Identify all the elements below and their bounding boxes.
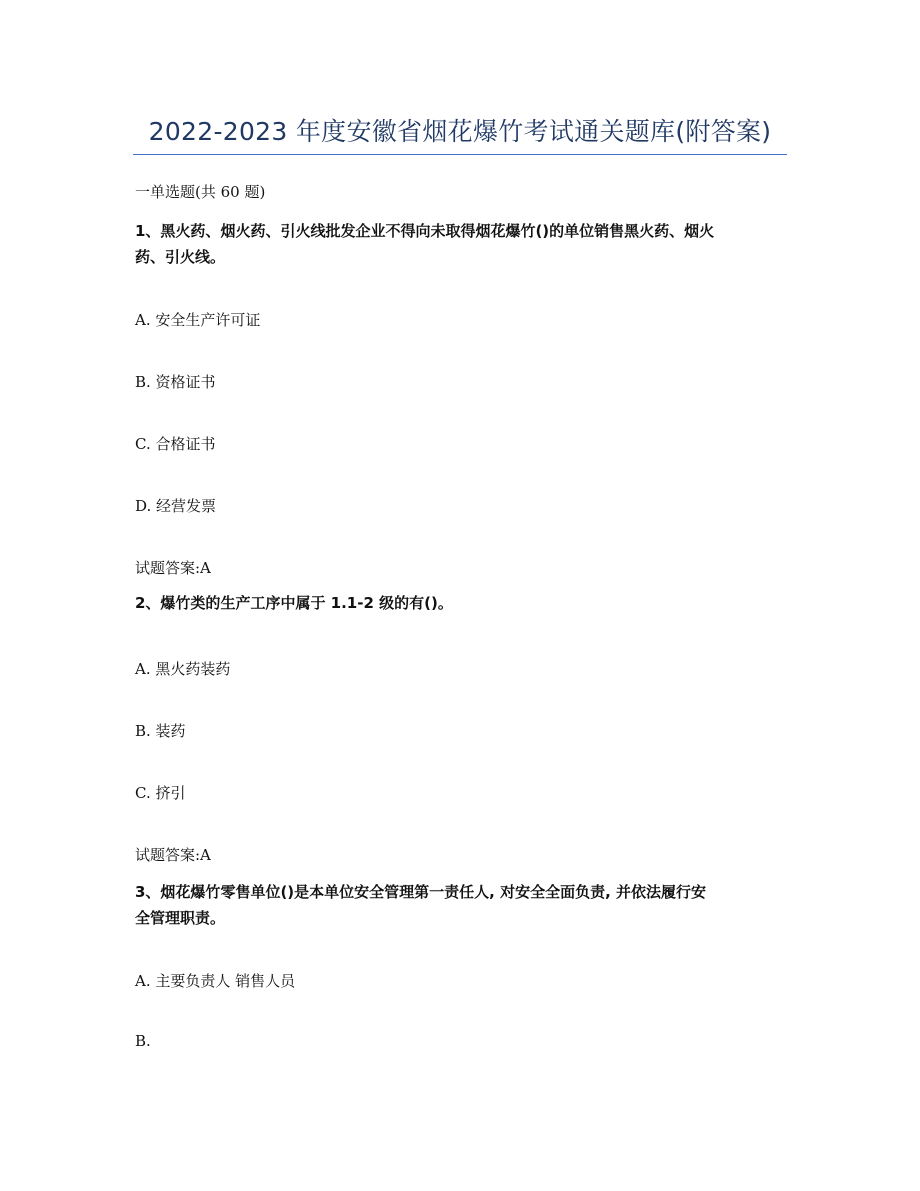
question-1-option-b: B. 资格证书 [135,373,216,391]
question-3-option-b: B. [135,1032,151,1050]
question-1-stem-line-2: 药、引火线。 [135,248,226,266]
question-1-option-c: C. 合格证书 [135,435,216,453]
question-3-option-a: A. 主要负责人 销售人员 [135,972,296,990]
question-1-option-a: A. 安全生产许可证 [135,311,261,329]
question-2-option-c: C. 挤引 [135,784,186,802]
question-2-answer: 试题答案:A [135,846,211,864]
question-3-stem-line-1: 3、烟花爆竹零售单位()是本单位安全管理第一责任人, 对安全全面负责, 并依法履行安 [135,883,706,901]
title-underline [133,154,787,155]
question-1-answer: 试题答案:A [135,559,211,577]
document-title: 2022-2023 年度安徽省烟花爆竹考试通关题库(附答案) [148,117,772,146]
question-2-stem-line-1: 2、爆竹类的生产工序中属于 1.1-2 级的有()。 [135,594,453,612]
question-2-option-a: A. 黑火药装药 [135,660,231,678]
question-3-stem-line-2: 全管理职责。 [135,909,226,927]
question-2-option-b: B. 装药 [135,722,186,740]
section-heading: 一单选题(共 60 题) [135,183,266,201]
question-1-stem-line-1: 1、黑火药、烟火药、引火线批发企业不得向未取得烟花爆竹()的单位销售黑火药、烟火 [135,222,715,240]
question-1-option-d: D. 经营发票 [135,497,217,515]
